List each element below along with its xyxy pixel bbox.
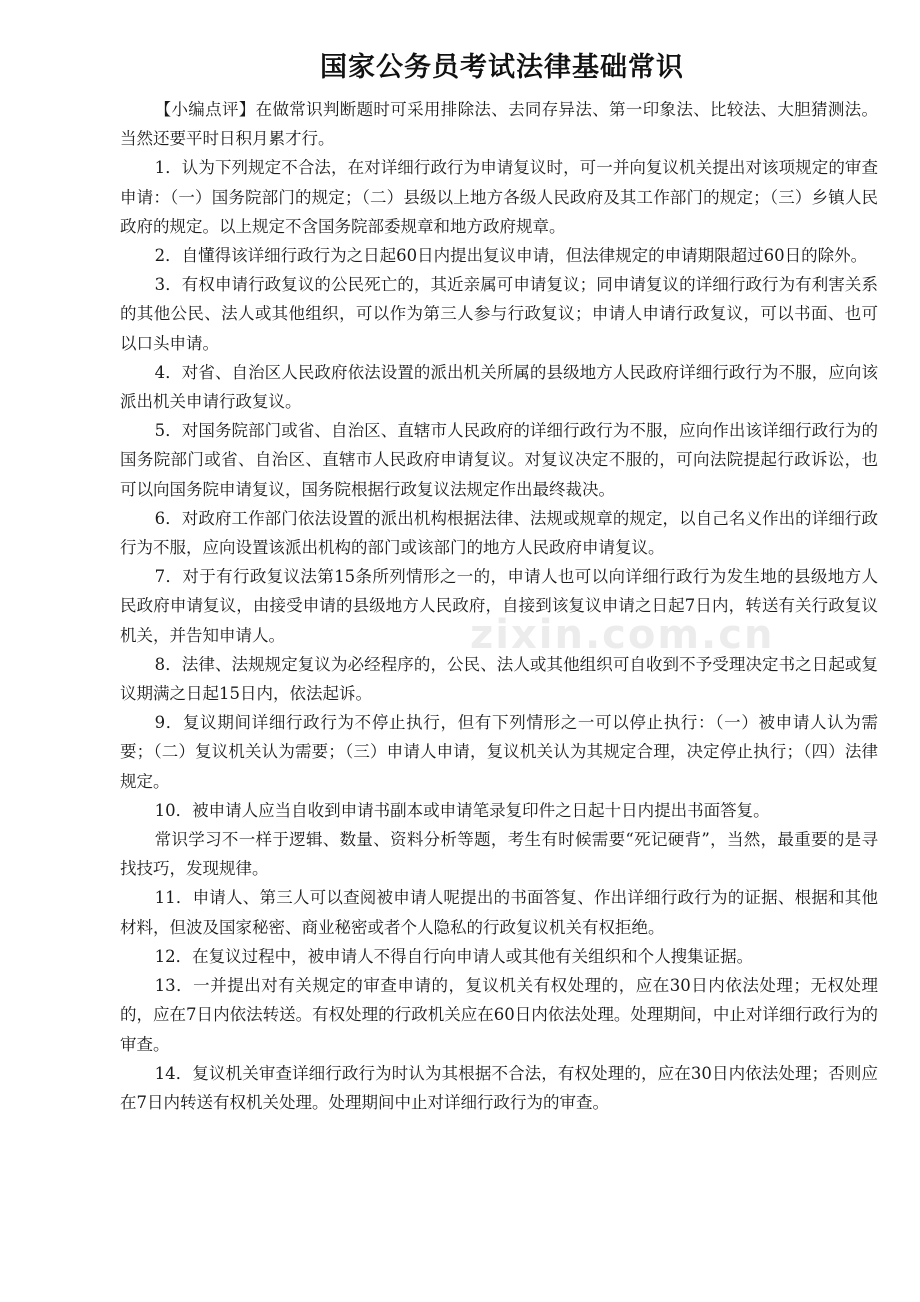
document-body — [120, 95, 878, 1117]
paragraph-12: 12．在复议过程中，被申请人不得自行向申请人或其他有关组织和个人搜集证据。 — [154, 946, 754, 966]
paragraph-3: 3．有权申请行政复议的公民死亡的，其近亲属可申请复议；同申请复议的详细行政行为有利害关系的其他公民、法人或其他组织，可以作为第三人参与行政复议；申请人申请行政复议，可以书面、也可以口头申请。 — [120, 275, 878, 353]
paragraph-8: 8．法律、法规规定复议为必经程序的，公民、法人或其他组织可自收到不予受理决定书之日起或复议期满之日起15日内，依法起诉。 — [120, 654, 878, 704]
watermark-text: zixin.com.cn — [470, 612, 775, 658]
paragraph-13: 13．一并提出对有关规定的审查申请的，复议机关有权处理的，应在30日内依法处理；无权处理的，应在7日内依法转送。有权处理的行政机关应在60日内依法处理。处理期间，中止对详细行政行为的审查。 — [120, 976, 878, 1054]
paragraph-1: 1．认为下列规定不合法，在对详细行政行为申请复议时，可一并向复议机关提出对该项规定的审查申请：（一）国务院部门的规定；（二）县级以上地方各级人民政府及其工作部门的规定；（三）乡镇人民政府的规定。以上规定不含国务院部委规章和地方政府规章。 — [120, 158, 878, 236]
paragraph-10: 10．被申请人应当自收到申请书副本或申请笔录复印件之日起十日内提出书面答复。 — [154, 800, 770, 820]
paragraph-9: 9．复议期间详细行政行为不停止执行，但有下列情形之一可以停止执行：（一）被申请人认为需要；（二）复议机关认为需要；（三）申请人申请，复议机关认为其规定合理，决定停止执行；（四）法律规定。 — [120, 713, 878, 791]
paragraph-4: 4．对省、自治区人民政府依法设置的派出机关所属的县级地方人民政府详细行政行为不服，应向该派出机关申请行政复议。 — [120, 362, 878, 412]
paragraph-2: 2．自懂得该详细行政行为之日起60日内提出复议申请，但法律规定的申请期限超过60日的除外。 — [154, 246, 868, 266]
paragraph-14: 14．复议机关审查详细行政行为时认为其根据不合法，有权处理的，应在30日内依法处理；否则应在7日内转送有权机关处理。处理期间中止对详细行政行为的审查。 — [120, 1063, 878, 1112]
study-tip-paragraph: 常识学习不一样于逻辑、数量、资料分析等题，考生有时候需要“死记硬背”，当然，最重要的是寻找技巧，发现规律。 — [120, 830, 878, 879]
intro-paragraph: 【小编点评】在做常识判断题时可采用排除法、去同存异法、第一印象法、比较法、大胆猜测法。当然还要平时日积月累才行。 — [120, 100, 878, 149]
paragraph-6: 6．对政府工作部门依法设置的派出机构根据法律、法规或规章的规定，以自己名义作出的详细行政行为不服，应向设置该派出机构的部门或该部门的地方人民政府申请复议。 — [120, 508, 878, 558]
paragraph-11: 11．申请人、第三人可以查阅被申请人呢提出的书面答复、作出详细行政行为的证据、根据和其他材料，但波及国家秘密、商业秘密或者个人隐私的行政复议机关有权拒绝。 — [120, 888, 878, 937]
paragraph-7: 7．对于有行政复议法第15条所列情形之一的，申请人也可以向详细行政行为发生地的县级地方人民政府申请复议，由接受申请的县级地方人民政府，自接到该复议申请之日起7日内，转送有关行政复议机关，并告知申请人。 — [120, 567, 878, 645]
document-title: 国家公务员考试法律基础常识 — [320, 52, 684, 83]
paragraph-5: 5．对国务院部门或省、自治区、直辖市人民政府的详细行政行为不服，应向作出该详细行政行为的国务院部门或省、自治区、直辖市人民政府申请复议。对复议决定不服的，可向法院提起行政诉讼，也可以向国务院申请复议，国务院根据行政复议法规定作出最终裁决。 — [120, 421, 878, 499]
